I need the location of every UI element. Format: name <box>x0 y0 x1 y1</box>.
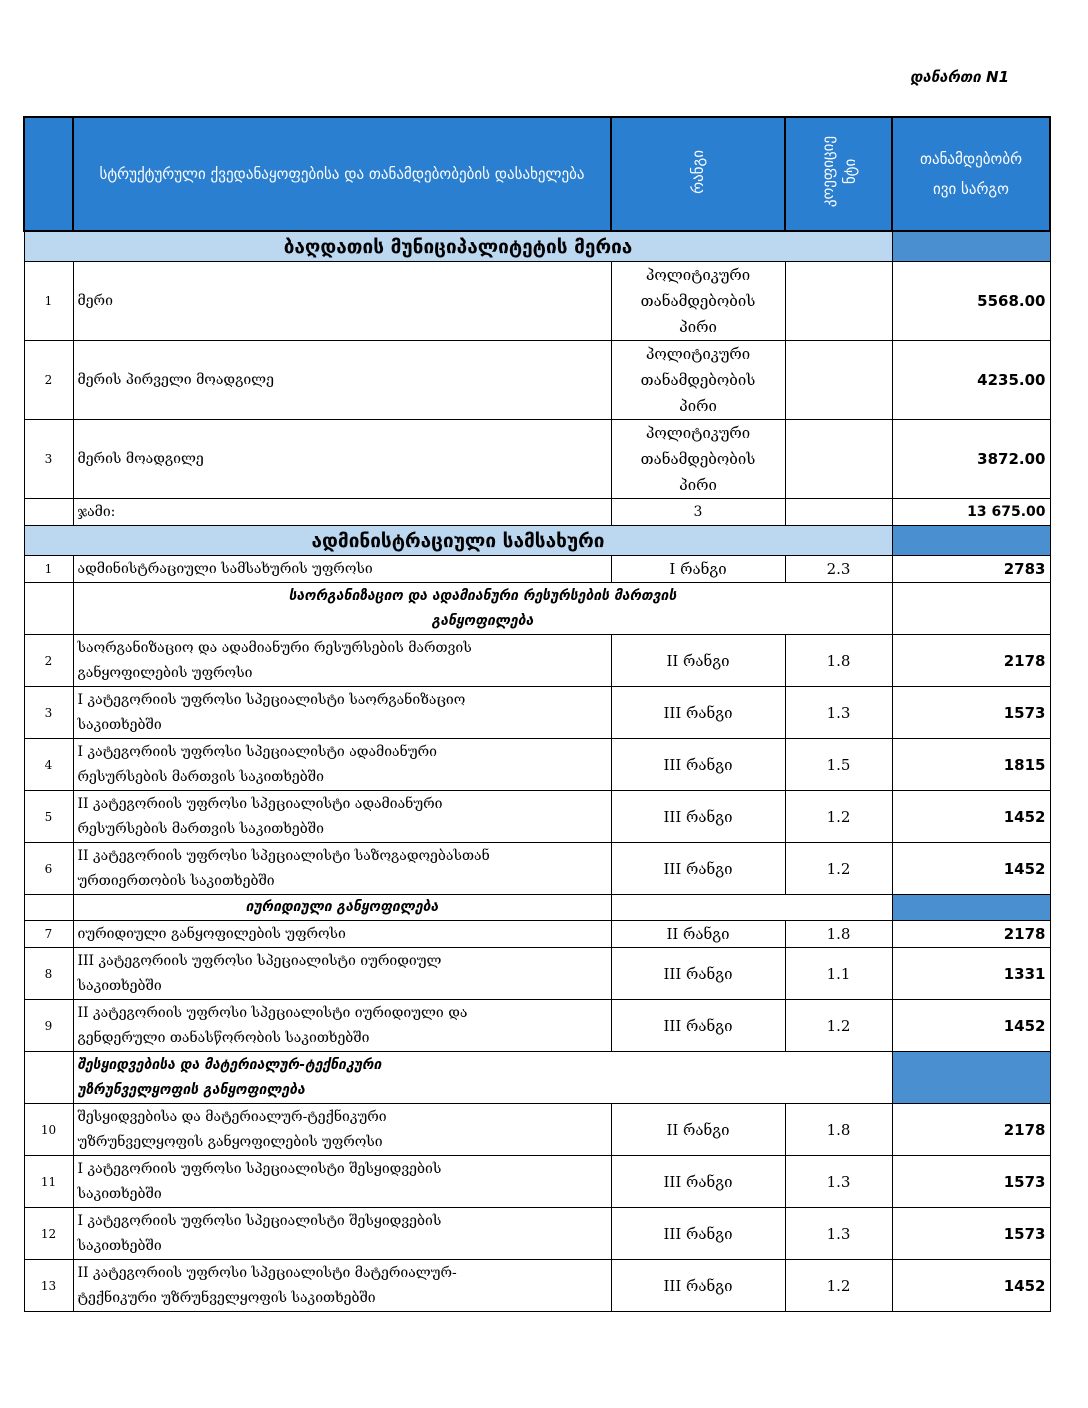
position-name-line: რესურსების მართვის საკითხებში <box>77 768 324 785</box>
row-number <box>24 895 73 921</box>
coefficient: 1.3 <box>785 1156 892 1208</box>
position-name <box>73 635 611 687</box>
coefficient: 2.3 <box>785 556 892 583</box>
rank-cell <box>611 262 785 341</box>
table-row <box>24 1104 1050 1156</box>
header-num-cell <box>24 117 73 231</box>
position-name-line: I კატეგორიის უფროსი სპეციალისტი შესყიდვების <box>77 1212 442 1229</box>
position-name-line: II კატეგორიის უფროსი სპეციალისტი მატერიალურ- <box>77 1264 457 1281</box>
coefficient: 1.5 <box>785 739 892 791</box>
header-salary-cell <box>892 117 1050 231</box>
total-row <box>24 499 1050 526</box>
rank-line: თანამდებობის <box>640 292 756 310</box>
subsection-row-procurement <box>24 1052 1050 1104</box>
subsection-row-legal <box>24 895 1050 921</box>
position-name <box>73 556 611 583</box>
position-name <box>73 1000 611 1052</box>
position-name <box>73 843 611 895</box>
rank-line: პირი <box>679 397 717 415</box>
subsection-title <box>73 1052 892 1104</box>
row-number: 2 <box>24 635 73 687</box>
appendix-label: დანართი N1 <box>910 68 1010 86</box>
position-name-line: ურთიერთობის საკითხებში <box>77 872 275 889</box>
position-name: მერის მოადგილე <box>73 420 611 499</box>
subsection-title-line: საორგანიზაციო და ადამიანური რესურსების მართვის <box>288 587 677 604</box>
rank: II რანგი <box>611 635 785 687</box>
position-name: მერის პირველი მოადგილე <box>73 341 611 420</box>
position-name <box>73 1104 611 1156</box>
header-coef <box>817 136 861 207</box>
position-name-line: ტექნიკური უზრუნველყოფის საკითხებში <box>77 1289 376 1306</box>
row-number: 2 <box>24 341 73 420</box>
position-name-line: საკითხებში <box>77 1185 162 1202</box>
section-title: ადმინისტრაციული სამსახური <box>24 526 892 556</box>
subsection-title: იურიდიული განყოფილება <box>73 895 611 921</box>
coefficient <box>785 420 892 499</box>
subsection-blank-cell <box>892 583 1050 635</box>
coefficient: 1.2 <box>785 1260 892 1312</box>
row-number: 10 <box>24 1104 73 1156</box>
rank: III რანგი <box>611 791 785 843</box>
table-row <box>24 843 1050 895</box>
salary: 1573 <box>892 1156 1050 1208</box>
row-number: 3 <box>24 687 73 739</box>
position-name-line: I კატეგორიის უფროსი სპეციალისტი შესყიდვების <box>77 1160 442 1177</box>
position-name-line: ადმინისტრაციული სამსახურის უფროსი <box>77 560 373 577</box>
rank: III რანგი <box>611 948 785 1000</box>
row-number: 12 <box>24 1208 73 1260</box>
table-row <box>24 687 1050 739</box>
salary: 1452 <box>892 843 1050 895</box>
row-number: 5 <box>24 791 73 843</box>
position-name <box>73 791 611 843</box>
header-coef-line2: ნტი <box>840 159 859 185</box>
coefficient: 1.3 <box>785 687 892 739</box>
rank: II რანგი <box>611 921 785 948</box>
table-row <box>24 948 1050 1000</box>
coefficient: 1.2 <box>785 1000 892 1052</box>
position-name-line: საორგანიზაციო და ადამიანური რესურსების მართვის <box>77 639 472 656</box>
salary: 4235.00 <box>892 341 1050 420</box>
total-salary: 13 675.00 <box>892 499 1050 526</box>
section-blank-cell <box>892 231 1050 262</box>
coefficient: 1.2 <box>785 843 892 895</box>
rank: III რანგი <box>611 1000 785 1052</box>
position-name-line: იურიდიული განყოფილების უფროსი <box>77 925 346 942</box>
rank-cell <box>611 341 785 420</box>
section-row-mayor-office <box>24 231 1050 262</box>
row-number: 8 <box>24 948 73 1000</box>
rank-line: პირი <box>679 318 717 336</box>
row-number: 6 <box>24 843 73 895</box>
total-count: 3 <box>611 499 785 526</box>
header-coef-line1: კოეფიციე <box>818 136 837 208</box>
table-row <box>24 1260 1050 1312</box>
subsection-title-line: უზრუნველყოფის განყოფილება <box>77 1081 305 1098</box>
total-label: ჯამი: <box>73 499 611 526</box>
position-name-line: საკითხებში <box>77 977 162 994</box>
salary: 1452 <box>892 1000 1050 1052</box>
header-name: სტრუქტურული ქვედანაყოფებისა და თანამდებობების დასახელება <box>73 117 611 231</box>
position-name <box>73 1208 611 1260</box>
salary: 1452 <box>892 1260 1050 1312</box>
subsection-blank-cell <box>892 895 1050 921</box>
position-name <box>73 687 611 739</box>
rank: III რანგი <box>611 1260 785 1312</box>
position-name-line: შესყიდვებისა და მატერიალურ-ტექნიკური <box>77 1108 387 1125</box>
coefficient: 1.8 <box>785 921 892 948</box>
salary: 1573 <box>892 687 1050 739</box>
table-row <box>24 1208 1050 1260</box>
position-name-line: II კატეგორიის უფროსი სპეციალისტი იურიდიული და <box>77 1004 468 1021</box>
position-name <box>73 1260 611 1312</box>
coefficient <box>785 262 892 341</box>
table-row <box>24 262 1050 341</box>
rank-line: თანამდებობის <box>640 371 756 389</box>
table-row <box>24 1156 1050 1208</box>
salary: 1815 <box>892 739 1050 791</box>
section-row-admin-service <box>24 526 1050 556</box>
header-salary-line2: ივი სარგო <box>933 180 1009 198</box>
rank-line: თანამდებობის <box>640 450 756 468</box>
position-name <box>73 948 611 1000</box>
table-row <box>24 341 1050 420</box>
table-row <box>24 420 1050 499</box>
rank: III რანგი <box>611 739 785 791</box>
coefficient: 1.2 <box>785 791 892 843</box>
subsection-title-line: შესყიდვებისა და მატერიალურ-ტექნიკური <box>77 1056 382 1073</box>
salary: 1452 <box>892 791 1050 843</box>
section-title: ბაღდათის მუნიციპალიტეტის მერია <box>24 231 892 262</box>
position-name-line: უზრუნველყოფის განყოფილების უფროსი <box>77 1133 383 1150</box>
rank-line: პირი <box>679 476 717 494</box>
coefficient <box>785 341 892 420</box>
row-number <box>24 499 73 526</box>
coefficient: 1.8 <box>785 635 892 687</box>
position-name-line: II კატეგორიის უფროსი სპეციალისტი საზოგადოებასთან <box>77 847 490 864</box>
coefficient: 1.3 <box>785 1208 892 1260</box>
rank-line: პოლიტიკური <box>645 266 751 284</box>
position-name-line: რესურსების მართვის საკითხებში <box>77 820 324 837</box>
position-name-line: საკითხებში <box>77 716 162 733</box>
position-name-line: I კატეგორიის უფროსი სპეციალისტი ადამიანური <box>77 743 437 760</box>
rank: III რანგი <box>611 1208 785 1260</box>
position-name <box>73 921 611 948</box>
position-name-line: საკითხებში <box>77 1237 162 1254</box>
row-number: 1 <box>24 262 73 341</box>
header-rank-cell <box>611 117 785 231</box>
row-number: 3 <box>24 420 73 499</box>
row-number: 11 <box>24 1156 73 1208</box>
row-number <box>24 1052 73 1104</box>
rank: III რანგი <box>611 1156 785 1208</box>
table-row <box>24 791 1050 843</box>
position-name-line: განყოფილების უფროსი <box>77 664 253 681</box>
rank: III რანგი <box>611 687 785 739</box>
coefficient: 1.1 <box>785 948 892 1000</box>
subsection-blank-cell <box>892 1052 1050 1104</box>
section-blank-cell <box>892 526 1050 556</box>
header-salary-line1: თანამდებობრ <box>919 150 1023 168</box>
salary: 3872.00 <box>892 420 1050 499</box>
salary: 1573 <box>892 1208 1050 1260</box>
empty-cell <box>611 895 892 921</box>
row-number: 7 <box>24 921 73 948</box>
position-name-line: II კატეგორიის უფროსი სპეციალისტი ადამიანური <box>77 795 443 812</box>
position-name-line: გენდერული თანასწორობის საკითხებში <box>77 1029 370 1046</box>
salary: 2178 <box>892 1104 1050 1156</box>
rank-cell <box>611 420 785 499</box>
salary: 5568.00 <box>892 262 1050 341</box>
table-row <box>24 556 1050 583</box>
header-rank: რანგი <box>689 150 707 194</box>
rank: I რანგი <box>611 556 785 583</box>
subsection-title <box>73 583 892 635</box>
header-coef-cell <box>785 117 892 231</box>
row-number <box>24 583 73 635</box>
rank-line: პოლიტიკური <box>645 424 751 442</box>
position-name: მერი <box>73 262 611 341</box>
staff-salary-table <box>23 116 1051 1312</box>
subsection-title-line: განყოფილება <box>431 612 534 629</box>
coefficient <box>785 499 892 526</box>
row-number: 9 <box>24 1000 73 1052</box>
salary: 2178 <box>892 921 1050 948</box>
position-name <box>73 739 611 791</box>
position-name-line: I კატეგორიის უფროსი სპეციალისტი საორგანიზაციო <box>77 691 466 708</box>
position-name-line: III კატეგორიის უფროსი სპეციალისტი იურიდიულ <box>77 952 442 969</box>
rank-line: პოლიტიკური <box>645 345 751 363</box>
table-row <box>24 739 1050 791</box>
row-number: 4 <box>24 739 73 791</box>
table-row <box>24 921 1050 948</box>
salary: 2178 <box>892 635 1050 687</box>
position-name <box>73 1156 611 1208</box>
row-number: 1 <box>24 556 73 583</box>
table-row <box>24 635 1050 687</box>
salary: 2783 <box>892 556 1050 583</box>
row-number: 13 <box>24 1260 73 1312</box>
rank: II რანგი <box>611 1104 785 1156</box>
subsection-row-org-hr <box>24 583 1050 635</box>
coefficient: 1.8 <box>785 1104 892 1156</box>
table-header-row <box>24 117 1050 231</box>
rank: III რანგი <box>611 843 785 895</box>
salary: 1331 <box>892 948 1050 1000</box>
table-row <box>24 1000 1050 1052</box>
